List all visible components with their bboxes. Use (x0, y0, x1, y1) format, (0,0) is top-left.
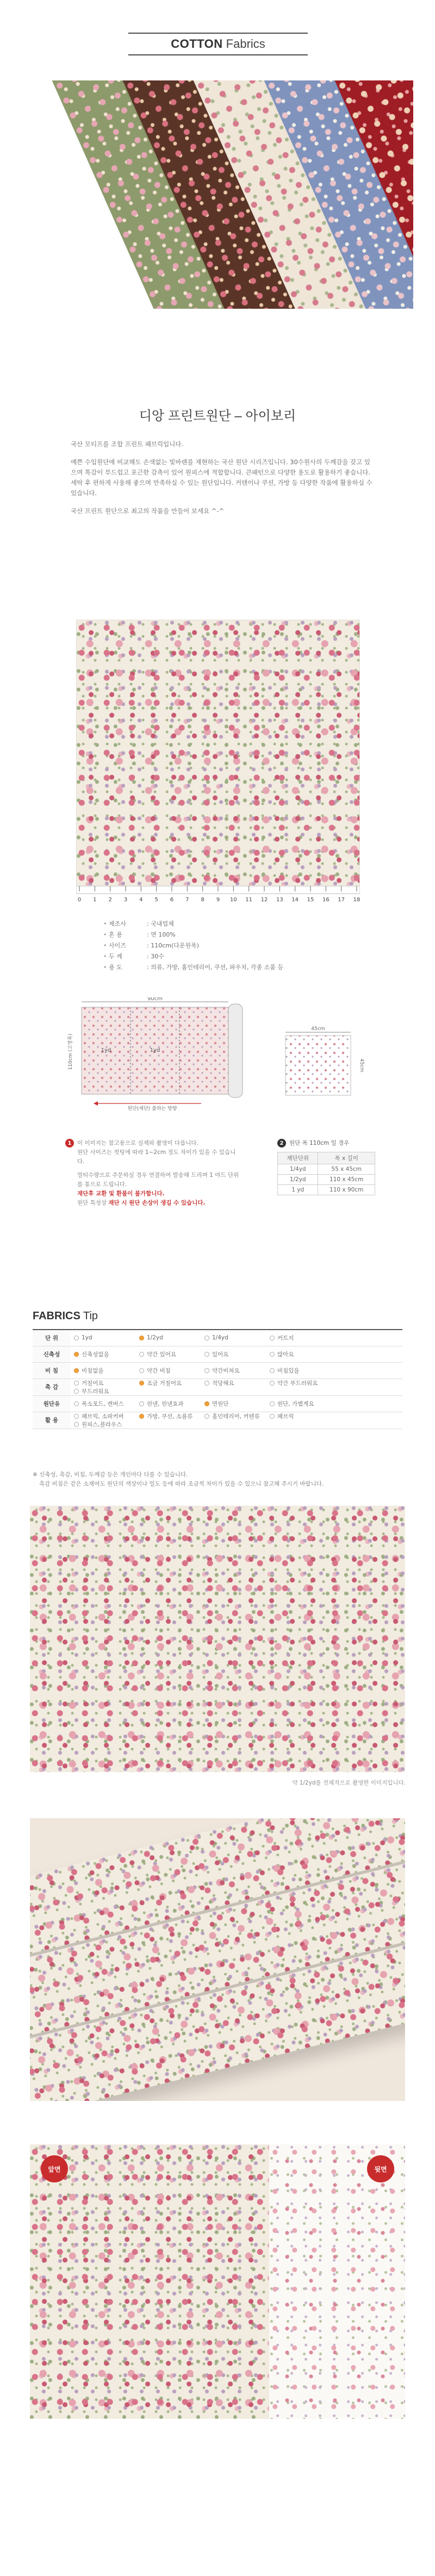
cut-direction-label: 원단(재단) 출하는 방향 (127, 1106, 177, 1112)
tip-option (74, 1400, 139, 1408)
ruler-tick-label: 3 (123, 897, 128, 903)
spec-key: • 혼 용 (103, 930, 147, 940)
tip-row (33, 1412, 402, 1429)
selected-dot-icon (139, 1381, 144, 1386)
table-header: 재단단위 (278, 1152, 318, 1164)
tip-option-label: 1/4yd (212, 1334, 228, 1342)
unselected-dot-icon (204, 1381, 209, 1386)
tip-row-label: 활 용 (33, 1412, 71, 1429)
selected-dot-icon (74, 1368, 79, 1373)
spec-row (103, 919, 283, 930)
selected-dot-icon (74, 1352, 79, 1357)
cut-size-notes (277, 1139, 386, 1195)
table-row (278, 1185, 375, 1195)
unselected-dot-icon (204, 1352, 209, 1357)
tip-option-label: 패브릭 (277, 1413, 294, 1420)
unselected-dot-icon (270, 1368, 275, 1373)
unselected-dot-icon (204, 1414, 209, 1419)
tip-row (33, 1346, 402, 1362)
cut-size-table (277, 1152, 375, 1195)
front-label: 앞면 (41, 2155, 68, 2182)
tip-option-label: 원단, 가볍게요 (277, 1400, 314, 1407)
tip-option (139, 1367, 204, 1375)
spec-key: • 제조사 (103, 919, 147, 930)
unselected-dot-icon (74, 1422, 79, 1427)
product-description (71, 439, 375, 524)
tip-row-label: 원단유 (33, 1395, 71, 1412)
unselected-dot-icon (139, 1368, 144, 1373)
spec-row (103, 940, 283, 951)
fabric-front-side (30, 2144, 269, 2419)
tip-option (74, 1387, 139, 1395)
ruler-tick-label: 9 (216, 897, 220, 903)
sample-height-label: 45cm (359, 1058, 364, 1072)
note-text: 멀티수량으로 주문하실 경우 연결하여 발송해 드리며 1 야드 단위를 통으로 드립니다. (77, 1172, 239, 1188)
selected-dot-icon (139, 1336, 144, 1340)
spec-value: : 의류, 가방, 홈인테리어, 쿠션, 파우치, 각종 소품 등 (147, 964, 284, 971)
tip-option-label: 있어요 (212, 1351, 229, 1358)
note-badge: 1 (65, 1139, 74, 1147)
order-notes (65, 1139, 239, 1208)
unselected-dot-icon (270, 1381, 275, 1386)
tip-option-label: 가방, 쿠션, 소품류 (147, 1413, 193, 1420)
unselected-dot-icon (270, 1336, 275, 1340)
spec-list (103, 919, 283, 973)
tip-row-label: 비 침 (33, 1362, 71, 1379)
tip-option-label: 신축성없음 (82, 1351, 109, 1358)
table-cell: 1 yd (278, 1185, 318, 1195)
fabric-tip-title-strong: FABRICS (33, 1310, 80, 1322)
fabric-tip-title (33, 1310, 98, 1323)
brand-strong: COTTON (171, 37, 223, 51)
tip-option (270, 1367, 335, 1375)
unselected-dot-icon (74, 1381, 79, 1386)
table-row (278, 1164, 375, 1175)
unselected-dot-icon (204, 1336, 209, 1340)
description-line: 국산 프린트 원단으로 최고의 작품을 만들어 보세요 ^-^ (71, 507, 225, 515)
unselected-dot-icon (74, 1401, 79, 1406)
table-header: 폭 x 길이 (318, 1152, 375, 1164)
spec-key: • 사이즈 (103, 940, 147, 951)
ruler-tick-label: 17 (338, 897, 345, 903)
note-line (65, 1139, 239, 1148)
tip-option (74, 1350, 139, 1358)
fabric-tip-title-light: Tip (83, 1310, 98, 1322)
tip-row-label: 단 위 (33, 1330, 71, 1346)
tip-row (33, 1395, 402, 1412)
fabric-tip-table (33, 1329, 402, 1429)
tip-option-label: 비침있음 (277, 1367, 300, 1374)
ruler-tick-label: 2 (108, 897, 112, 903)
tip-option (74, 1334, 139, 1341)
unselected-dot-icon (270, 1414, 275, 1419)
tip-options (71, 1379, 402, 1395)
note-text: 촉감 비침은 같은 소재여도 원단의 색상이나 밀도 등에 따라 조금씩 차이가 있을 수 있으니 참고해 주시기 바랍니다. (39, 1481, 324, 1487)
sample-width-label: 45cm (311, 1026, 325, 1032)
tip-option (204, 1334, 270, 1341)
tip-row (33, 1362, 402, 1379)
tip-option-label: 많아요 (277, 1351, 294, 1358)
tip-option (270, 1412, 335, 1420)
unselected-dot-icon (139, 1401, 144, 1406)
fabric-photo-flat (30, 1506, 405, 1772)
tip-option (270, 1350, 335, 1358)
brand-light: Fabrics (226, 37, 265, 51)
note-highlight: 재단 시 원단 손상이 생길 수 있습니다. (108, 1200, 206, 1206)
tip-option (204, 1400, 270, 1408)
tip-row (33, 1330, 402, 1346)
unselected-dot-icon (74, 1414, 79, 1419)
note-badge: 2 (277, 1139, 286, 1147)
unselected-dot-icon (270, 1401, 275, 1406)
tip-row-label: 촉 감 (33, 1379, 71, 1395)
ruler-tick-label: 1 (93, 897, 97, 903)
ruler-tick-label: 5 (154, 897, 158, 903)
tip-option (204, 1350, 270, 1358)
tip-option-label: 원피스,블라우스 (82, 1421, 122, 1428)
ruler-tick-label: 16 (322, 897, 330, 903)
tip-options (71, 1362, 402, 1379)
tip-option (270, 1379, 335, 1387)
tip-option-label: 부드러워요 (82, 1388, 109, 1395)
ruler-tick-label: 11 (245, 897, 253, 903)
tip-option (139, 1400, 204, 1408)
tip-option-label: 패브릭, 소파커버 (82, 1413, 124, 1420)
tip-option-label: 약간 부드러워요 (277, 1380, 318, 1387)
cut-sample-diagram (280, 1025, 367, 1106)
ruler-tick-label: 13 (276, 897, 283, 903)
spec-row (103, 962, 283, 973)
tip-option-label: 1/2yd (147, 1334, 163, 1342)
tip-option (139, 1350, 204, 1358)
note-text: 원단 사이즈는 컷팅에 따라 1~2cm 정도 차이가 있을 수 있습니다. (77, 1149, 236, 1165)
table-cell: 55 x 45cm (318, 1164, 375, 1175)
width-label: 90cm (147, 997, 163, 1002)
description-line: 국산 모티프를 조합 프린트 패브릭입니다. (71, 440, 184, 448)
spec-value: : 30수 (147, 953, 164, 960)
tip-option (270, 1400, 335, 1408)
ruler-tick-label: 4 (139, 897, 143, 903)
spec-row (103, 951, 283, 962)
tip-row (33, 1379, 402, 1395)
ruler-tick-label: 8 (201, 897, 204, 903)
ruler-tick-label: 7 (185, 897, 189, 903)
spec-value: : 110cm(다운원폭) (147, 942, 200, 949)
ruler-tick-label: 0 (77, 897, 82, 903)
ruler-tick-label: 18 (353, 897, 360, 903)
fabric-roll-diagram (65, 997, 261, 1112)
tip-option-label: 비침없음 (82, 1367, 104, 1374)
note-text: ※ 신축성, 촉감, 비침, 두께감 등은 개인마다 다를 수 있습니다. (33, 1471, 188, 1478)
note-text: 이 이미지는 참고용으로 실제와 촬영이 다릅니다. (77, 1140, 198, 1146)
fabric-photo-draped (30, 1818, 405, 2101)
table-cell: 110 x 45cm (318, 1175, 375, 1185)
tip-option-label: 조금 거칠어요 (147, 1380, 182, 1387)
tip-option (139, 1334, 204, 1341)
tip-options (71, 1346, 402, 1362)
tip-option-label: 면원단 (212, 1400, 229, 1407)
tip-option-label: 적당해요 (212, 1380, 234, 1387)
spec-key: • 용 도 (103, 962, 147, 973)
ruler-tick-label: 6 (170, 897, 174, 903)
tip-option (74, 1412, 139, 1420)
note-text: 원단 특성상 (77, 1200, 107, 1206)
unselected-dot-icon (204, 1368, 209, 1373)
unselected-dot-icon (74, 1389, 79, 1394)
spec-key: • 두 께 (103, 951, 147, 962)
tip-option-label: 폭소포드, 캔버스 (82, 1400, 124, 1407)
tip-option-label: 린넨, 린넨효과 (147, 1400, 184, 1407)
tip-option-label: 홈인테리어, 커텐류 (212, 1413, 260, 1420)
selected-dot-icon (139, 1414, 144, 1419)
note-highlight: 재단후 교환 및 환불이 불가합니다. (77, 1190, 165, 1197)
fabric-back-side (269, 2144, 405, 2419)
ruler-tick-label: 14 (291, 897, 299, 903)
tip-option (74, 1379, 139, 1387)
roll-sub-label: 1yd (150, 1047, 160, 1053)
tip-option (74, 1367, 139, 1375)
tip-option-label: 약간 있어요 (147, 1351, 177, 1358)
measurement-ruler (76, 886, 360, 906)
tip-option-label: 커트지 (277, 1334, 294, 1342)
tip-option (139, 1379, 204, 1387)
tip-option (139, 1412, 204, 1420)
table-cell: 110 x 90cm (318, 1185, 375, 1195)
tip-option (270, 1334, 335, 1342)
brand-header (128, 33, 308, 55)
ruler-tick-label: 12 (260, 897, 268, 903)
tip-option (204, 1412, 270, 1420)
ruler-tick-label: 10 (229, 897, 237, 903)
tip-option (204, 1379, 270, 1387)
tip-option-label: 거칠어요 (82, 1380, 104, 1387)
selected-dot-icon (204, 1401, 209, 1406)
table-row (278, 1175, 375, 1185)
unselected-dot-icon (139, 1352, 144, 1357)
tip-option (204, 1367, 270, 1375)
fabric-swatch (76, 620, 360, 886)
spec-value: : 국내업체 (147, 920, 174, 927)
spec-row (103, 930, 283, 940)
photo-caption: 약 1/2yd를 전체적으로 촬영한 이미지입니다. (292, 1780, 406, 1786)
tip-options (71, 1395, 402, 1412)
product-title: 디앙 프린트원단 – 아이보리 (139, 409, 296, 423)
note-heading: 원단 폭 110cm 일 경우 (289, 1140, 350, 1146)
fabric-photo-front-back (30, 2144, 405, 2419)
ruler-tick-label: 15 (307, 897, 314, 903)
table-cell: 1/2yd (278, 1175, 318, 1185)
tip-options (71, 1330, 402, 1346)
hero-fabric-image (22, 80, 413, 309)
unselected-dot-icon (74, 1336, 79, 1340)
table-cell: 1/4yd (278, 1164, 318, 1175)
roll-sub-label: 1yd (101, 1047, 111, 1053)
tip-option (74, 1420, 139, 1429)
description-line: 예쁜 수입원단에 비교해도 손색없는 빛바랜를 재현하는 국산 원단 시리즈입니다. 30수원사의 두께감을 갖고 있으며 톡감이 부드럽고 포근한 감촉이 있어 원피스에 적합합니다. 큰패턴으로 다양한 용도로 활용하기 좋습니다. 세탁 후 편하게 사용해 좋으며 만족하실 수 있는 원단입니다. 커텐이나 쿠션, 가방 등 다양한 작품에 활용하실 수 있습니다. (71, 458, 372, 497)
height-label: 110cm (고정폭) (68, 1033, 73, 1070)
spec-value: : 면 100% (147, 931, 176, 938)
tip-option-label: 약간 비침 (147, 1367, 171, 1374)
tip-option-label: 1yd (82, 1334, 92, 1342)
tip-options (71, 1412, 402, 1429)
tip-option-label: 약간비쳐요 (212, 1367, 240, 1374)
unselected-dot-icon (270, 1352, 275, 1357)
back-label: 뒷면 (367, 2155, 394, 2182)
tip-row-label: 신축성 (33, 1346, 71, 1362)
fabric-tip-notes (33, 1470, 402, 1489)
